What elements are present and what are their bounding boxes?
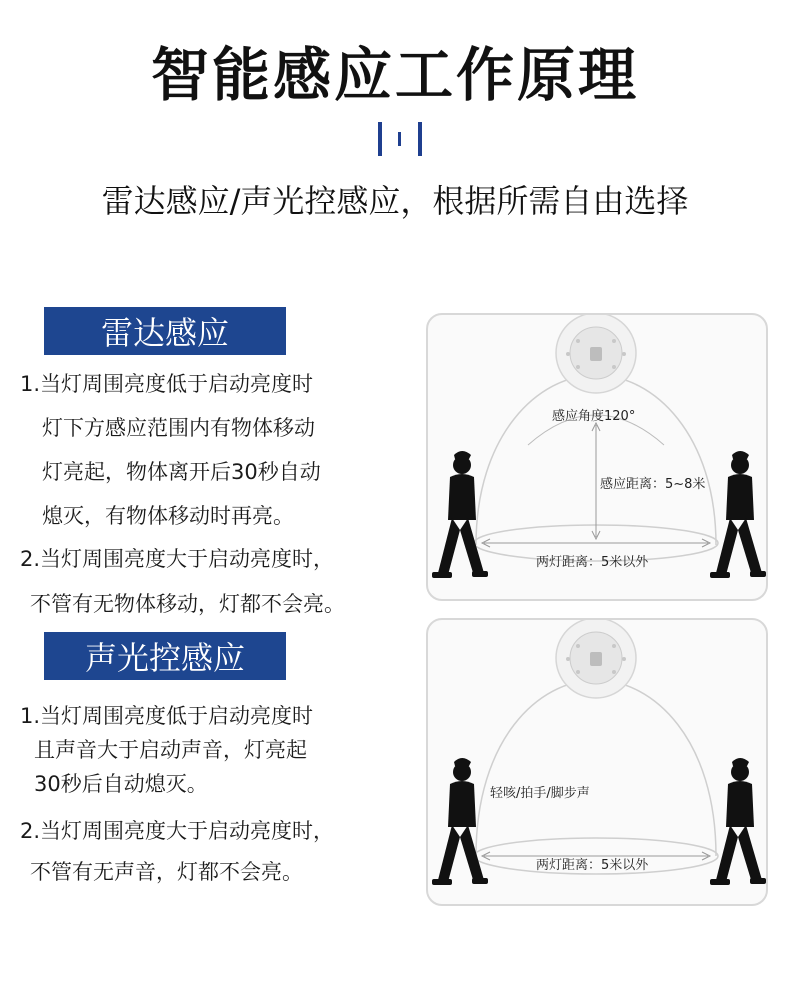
- sound-diagram: [426, 618, 768, 906]
- radar-line-3: 灯亮起，物体离开后30秒自动: [42, 460, 321, 484]
- ceiling-lamp-icon: [556, 620, 636, 698]
- radar-line-2: 灯下方感应范围内有物体移动: [42, 416, 315, 440]
- sound-tag: 声光控感应: [44, 632, 286, 680]
- sound-line-2: 且声音大于启动声音，灯亮起: [34, 738, 307, 762]
- lamp-spacing-label: 两灯距离：5米以外: [536, 858, 649, 873]
- sound-line-1: 1.当灯周围亮度低于启动亮度时: [20, 704, 314, 728]
- radar-line-6: 不管有无物体移动，灯都不会亮。: [30, 592, 345, 616]
- sensing-distance-label: 感应距离：5~8米: [600, 477, 706, 492]
- radar-tag: 雷达感应: [44, 307, 286, 355]
- page-title: 智能感应工作原理: [150, 41, 639, 109]
- radar-line-5: 2.当灯周围亮度大于启动亮度时，: [20, 547, 335, 571]
- radar-diagram: [426, 313, 768, 601]
- sound-line-4: 2.当灯周围亮度大于启动亮度时，: [20, 819, 335, 843]
- walking-person-right-icon: [710, 758, 766, 885]
- divider-bars: [374, 122, 424, 158]
- ceiling-lamp-icon: [556, 315, 636, 393]
- radar-line-4: 熄灭，有物体移动时再亮。: [42, 504, 294, 528]
- sound-line-3: 30秒后自动熄灭。: [34, 772, 208, 796]
- walking-person-right-icon: [710, 451, 766, 578]
- walking-person-left-icon: [432, 758, 488, 885]
- walking-person-left-icon: [432, 451, 488, 578]
- sensing-angle-label: 感应角度120°: [552, 409, 636, 424]
- radar-line-1: 1.当灯周围亮度低于启动亮度时: [20, 372, 314, 396]
- lamp-spacing-label: 两灯距离：5米以外: [536, 555, 649, 570]
- page-subtitle: 雷达感应/声光控感应，根据所需自由选择: [101, 182, 689, 220]
- sound-line-5: 不管有无声音，灯都不会亮。: [30, 860, 303, 884]
- sound-trigger-label: 轻咳/拍手/脚步声: [490, 786, 590, 801]
